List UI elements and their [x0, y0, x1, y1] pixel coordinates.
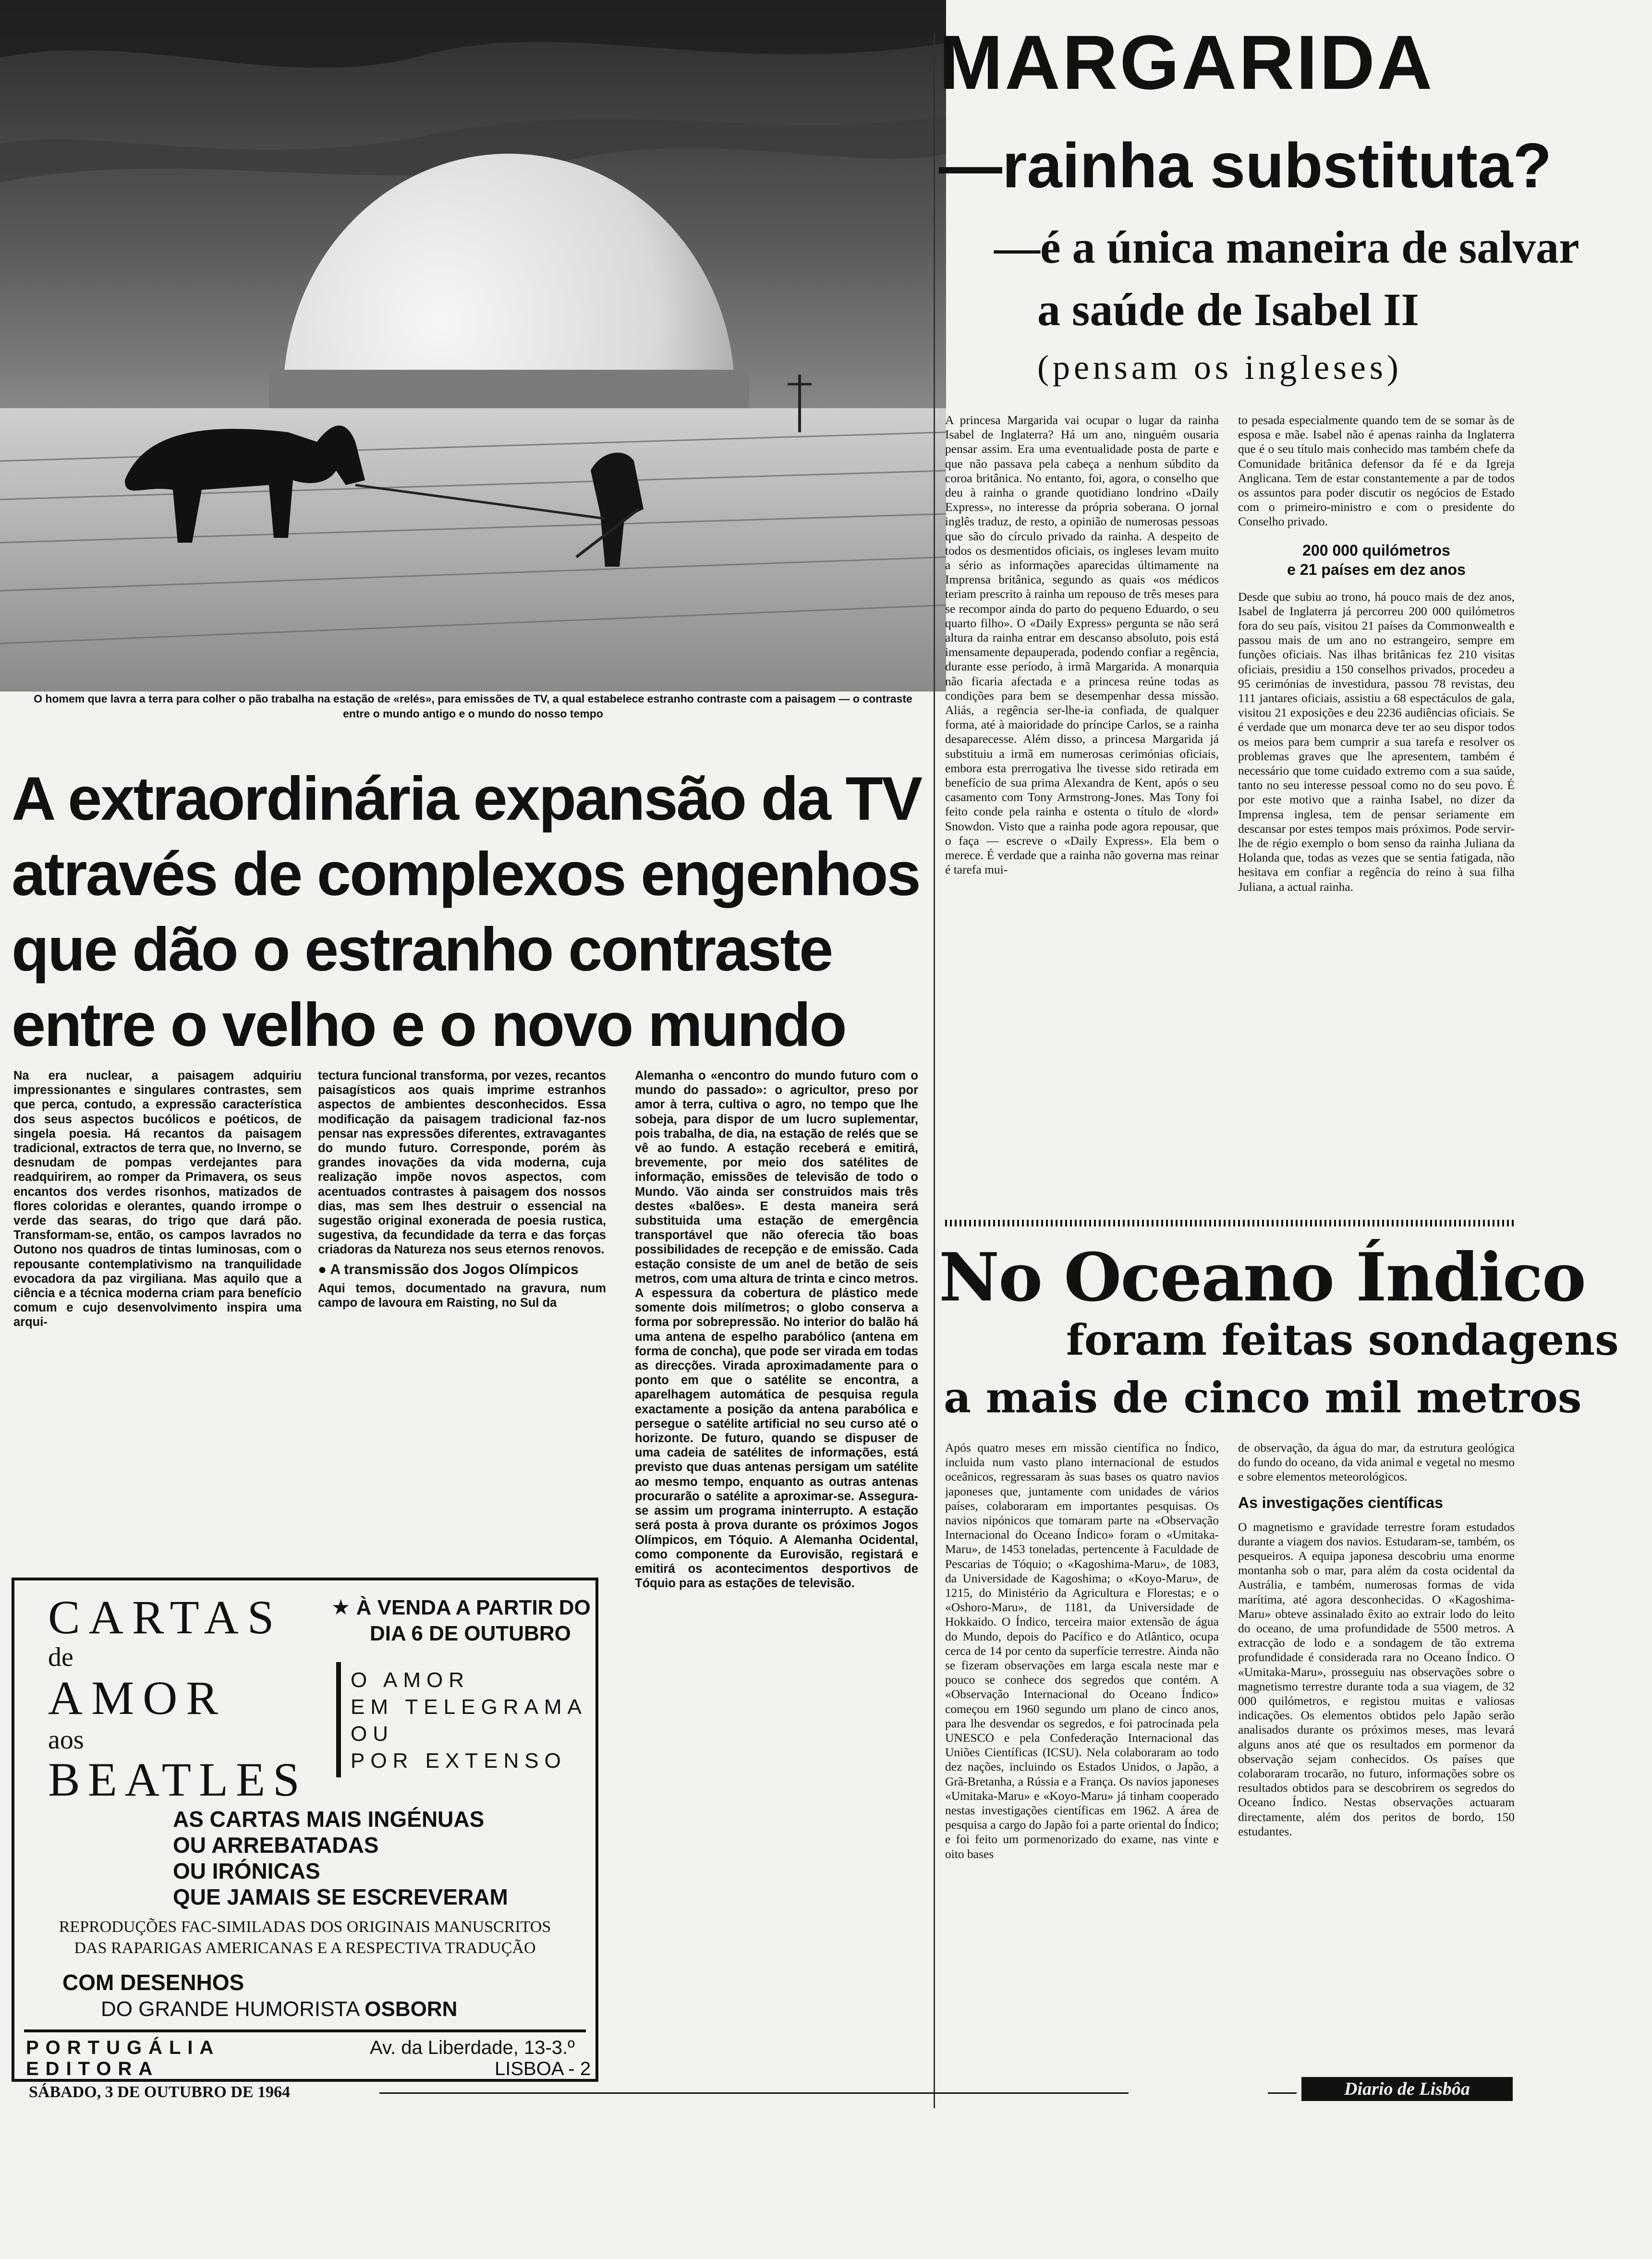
masthead-logo: Diario de Lisbôa	[1301, 2077, 1513, 2101]
ad-list-4: QUE JAMAIS SE ESCREVERAM	[173, 1884, 508, 1909]
section-divider	[945, 1220, 1515, 1227]
ad-amor-line1: O AMOR	[351, 1668, 470, 1692]
ad-desenhos-2a: DO GRANDE HUMORISTA	[101, 1997, 359, 2021]
ad-desenhos-2b: OSBORN	[364, 1997, 458, 2021]
ad-list-1: AS CARTAS MAIS INGÉNUAS	[173, 1807, 485, 1832]
ad-sale-line2: DIA 6 DE OUTUBRO	[370, 1622, 571, 1645]
footer-rule-left	[379, 2092, 1129, 2094]
ad-title-beatles: BEATLES	[48, 1753, 307, 1806]
olympics-subhead: ● A transmissão dos Jogos Olímpicos	[318, 1261, 579, 1277]
ad-vertical-rule	[336, 1662, 341, 1777]
photo-caption: O homem que lavra a terra para colher o pão trabalha na estação de «relés», para emissões de TV, a qual estabelece estranho contraste com a paisagem — o contraste entre o mundo antigo e o mundo do nosso tempo	[34, 692, 912, 720]
oceano-subhead-2: a mais de cinco mil metros	[944, 1372, 1582, 1422]
ad-publisher-1: PORTUGÁLIA	[26, 2037, 220, 2058]
margarida-subhead-2: —é a única maneira de salvar	[994, 221, 1579, 273]
oceano-column-2-text: de observação, da água do mar, da estrutura geológica do fundo do oceano, da vida animal e vegetal no mesmo e sobre elementos meteorológicos.	[1238, 1441, 1515, 1484]
ad-desenhos-2	[101, 1996, 457, 2022]
margarida-headline: MARGARIDA	[939, 19, 1434, 105]
margarida-subhead-line1: 200 000 quilómetros	[1302, 541, 1450, 559]
column-rule	[934, 34, 935, 2108]
beatles-ad	[12, 1578, 598, 2082]
ad-repro-1: REPRODUÇÕES FAC-SIMILADAS DOS ORIGINAIS MANUSCRITOS	[59, 1918, 551, 1936]
ad-amor-line3: OU	[351, 1722, 394, 1746]
margarida-column-2-text: to pesada especialmente quando tem de se somar às de esposa e mãe. Isabel não é apenas rainha da Inglaterra que é o seu título mais conhecido mas também chefe da Comunidade britânica defensor da fé e da Igreja Anglicana. Tem de estar constantemente a par de todos os assuntos para poder discutir os negócios de Estado com o primeiro-ministro e com o presidente do Conselho privado.	[1238, 413, 1515, 529]
photo-illustration	[0, 0, 946, 692]
ad-amor-line2: EM TELEGRAMA	[351, 1695, 587, 1719]
footer-rule-right	[1268, 2092, 1297, 2094]
oceano-column-2	[1238, 1441, 1515, 2079]
margarida-column-2	[1238, 413, 1515, 1215]
ad-title-amor: AMOR	[48, 1671, 227, 1725]
ad-title-aos: aos	[48, 1725, 84, 1755]
ad-bottom-rule	[24, 2029, 586, 2032]
tv-headline: A extraordinária expansão da TV através de complexos engenhos que dão o estranho contraste entre o velho e o novo mundo	[12, 765, 922, 1059]
margarida-column-1: A princesa Margarida vai ocupar o lugar da rainha Isabel de Inglaterra? Há um ano, ninguém ousaria pensar assim. Era uma eventualidade posta de parte e que não passava pela cabeça a nenhum súbdito da coroa britânica. No entanto, foi, agora, o conselho que deu à rainha o grande quotidiano londrino «Daily Express», no interesse da própria soberana. O jornal inglês traduz, de resto, a opinião de numerosas pessoas que são do círculo privado da rainha. A despeito de todos os desmentidos oficiais, os ingleses levam muito a sério as informações aparecidas últimamente na Imprensa britânica, segundo as quais «os médicos teriam prescrito à rainha um repouso de três meses para se recompor ainda do parto do pequeno Eduardo, o seu quarto filho». O «Daily Express» pergunta se não será altura da rainha entrar em descanso absoluto, pois está imensamente depauperada, podendo confiar a regência, durante esse período, à irmã Margarida. A monarquia não ficaria afectada e a princesa reúne todas as condições para bem se desempenhar dessa missão. Aliás, a regência ser-lhe-ia confiada, de qualquer forma, até à maioridade do príncipe Carlos, se a rainha desaparecesse. Além disso, a princesa Margarida já substituiu a irmã em numerosas cerimónias oficiais, embora esta prerrogativa lhe tivesse sido retirada em benefício de sua prima Alexandra de Kent, após o seu casamento com Tony Armstrong-Jones. Mas Tony foi feito conde pela rainha e ostenta o título de «lord» Snowdon. Visto que a rainha pode agora repousar, que o faça — escreve o «Daily Express». Ela bem o merece. É verdade que a rainha não governa mas reinar é tarefa mui-	[945, 413, 1219, 877]
tv-column-2-cont: Aqui temos, documentado na gravura, num campo de lavoura em Raisting, no Sul da	[318, 1281, 606, 1310]
oceano-headline: No Oceano Índico	[939, 1238, 1585, 1316]
margarida-column-2-cont: Desde que subiu ao trono, há pouco mais de dez anos, Isabel de Inglaterra já percorreu 200 000 quilómetros fora do seu país, visitou 21 países da Commonwealth e passou mais de um ano no estrangeiro, sempre em funções oficiais. Nas ilhas britânicas fez 210 visitas oficiais, presidiu a 150 conselhos privados, procedeu a 95 cerimónias de investidura, passou 78 revistas, deu 111 jantares oficiais, assistiu a 68 espectáculos de gala, visitou 21 exposições e deu 2236 audiências oficiais. Se é verdade que um monarca deve ter ao seu dispor todos os meios para bem cumprir a sua tarefa e resolver os problemas graves que lhe apresentem, também é necessário que tome cuidado extremo com a sua saúde, tanto no seu interesse pessoal como no do seu povo. É por este motivo que a rainha Isabel, no dizer da Imprensa inglesa, tem de pensar seriamente em descansar por estes tempos mais próximos. Pode servir-lhe de régio exemplo o bom senso da rainha Juliana da Holanda que, todas as vezes que se sentia fatigada, não hesitava em confiar a regência do reino à sua filha Juliana, a actual rainha.	[1238, 589, 1515, 894]
oceano-column-2-cont: O magnetismo e gravidade terrestre foram estudados durante a viagem dos navios. Estudaram-se, também, os pesqueiros. A equipa japonesa descobriu uma enorme montanha sob o mar, para além da costa ocidental da Austrália, e também, numerosas formas de vida marítima, até agora desconhecidas. O «Kagoshima-Maru» obteve assinalado êxito ao extrair lodo do leito do oceano, de uma profundidade de 5500 metros. A extracção de lodo e a sondagem de tão extrema profundidade é considerada rara no Oceano Índico. O «Umitaka-Maru», prosseguiu nas observações sobre o magnetismo terrestre durante toda a sua viagem, de 32 000 quilómetros, e registou muitas e valiosas indicações. Os elementos obtidos pelo Japão serão analisados durante os próximos meses, mas levará alguns anos até que os resultados em pormenor da observação sejam conhecidos. Os países que colaboraram trocarão, no futuro, informações sobre os resultados obtidos para se descobrirem os segredos do Oceano Índico. Nestas observações actuaram directamente, além dos peritos de bordo, 150 estudantes.	[1238, 1519, 1515, 1838]
tv-column-2	[318, 1069, 606, 1558]
oceano-column-1: Após quatro meses em missão científica no Índico, incluida num vasto plano internacional de estudos oceânicos, regressaram às suas bases os quatro navios japoneses que, juntamente com unidades de vários países, colaboraram em importantes pesquisas. Os navios nipónicos que tomaram parte na «Observação Internacional do Oceano Índico» foram o «Umitaka-Maru», de 1453 toneladas, pertencente à Faculdade de Pescarias de Tóquio; o «Kagoshima-Maru», de 1083, da Universidade de Kagoshima; o «Koyo-Maru», de 1215, do Ministério da Agricultura e Florestas; e o «Oshoro-Maru», de 1181, da Universidade de Hokkaido. O Índico, terceira maior extensão de água do Mundo, depois do Pacífico e do Atlântico, ocupa cerca de 14 por cento da superfície terrestre. Ainda não se fizeram observações em larga escala neste mar e pouco se conhece dos segredos que contém. A «Observação Internacional do Oceano Índico» começou em 1960 segundo um plano de cinco anos, para lhe desvendar os segredos, e foi patrocinada pela UNESCO e pela Confederação Internacional das Uniões Científicas (ICSU). Nela colaboraram ao todo dez nações, incluindo os Estados Unidos, o Japão, a Grã-Bretanha, a Rússia e a França. Os navios japoneses «Umitaka-Maru» e «Koyo-Maru» já tinham cooperado nestas investigações científicas em 1962. A área de pesquisa a cargo do Japão foi a parte oriental do Índico; e foi feito um pormenorizado do exame, nas vinte e oito bases	[945, 1441, 1219, 1861]
margarida-subhead-line2: e 21 países em dez anos	[1287, 560, 1466, 578]
ad-desenhos-1: COM DESENHOS	[62, 1970, 244, 1995]
margarida-subhead-4: (pensam os ingleses)	[1037, 348, 1402, 387]
ad-repro-2: DAS RAPARIGAS AMERICANAS E A RESPECTIVA TRADUÇÃO	[74, 1939, 536, 1957]
tv-column-3: Alemanha o «encontro do mundo futuro com o mundo do passado»: o agricultor, preso por amor à terra, cultiva o agro, no tempo que lhe sobeja, para dispor de um lucro suplementar, pois trabalha, de dia, na estação de relés que se vê ao fundo. A estação receberá e emitirá, brevemente, por meio dos satélites de informação, emissões de televisão de todo o Mundo. Vão ainda ser construidos mais três destes «balões». E desta maneira será substituida uma estação de emergência transportável que não oferecia tão boas possibilidades de recepção e de emissão. Cada estação consiste de um anel de betão de seis metros, com uma altura de trinta e cinco metros. A espessura da cobertura de plástico mede somente dois milímetros; o globo conserva a forma por sobrepressão. No interior do balão há uma antena de espelho parabólico (antena em forma de concha), que pode ser virada em todas as direcções. Virada aproximadamente para o ponto em que o satélite se encontra, a aparelhagem automática de pesquisa regula exactamente a posição da antena parabólica e persegue o satélite artificial no seu curso até o horizonte. De futuro, quando se dispuser de uma cadeia de satélites de informações, está previsto que duas antenas persigam um satélite ao mesmo tempo, enquanto as outras antenas procurarão o satélite a aproximar-se. Assegura-se assim um programa ininterrupto. A estação será posta à prova durante os próximos Jogos Olímpicos, em Tóquio. A Alemanha Ocidental, como componente da Eurovisão, registará e emitirá os acontecimentos desportivos de Tóquio para as estações de televisão.	[635, 1069, 918, 1591]
photo-radome	[0, 0, 946, 692]
ad-list-2: OU ARREBATADAS	[173, 1833, 379, 1858]
oceano-subhead-investigacoes: As investigações científicas	[1238, 1494, 1443, 1511]
tv-column-2-text: tectura funcional transforma, por vezes, recantos paisagísticos aos quais imprime estranhos aspectos de ambientes desconhecidos. Essa modificação da paisagem tradicional faz-nos pensar nas expressões diferentes, extravagantes do mundo futuro. Corresponde, porém às grandes inovações da vida moderna, cuja realização impõe novos aspectos, com acentuados contrastes à paisagem dos nossos dias, mas sem lhes destruir o essencial na sugestão original exonerada de poesia rustica, sugestiva, da fecundidade da terra e das forças criadoras da Natureza nos seus eternos renovos.	[318, 1069, 606, 1257]
ad-list-3: OU IRÓNICAS	[173, 1858, 320, 1883]
margarida-subhead-3: a saúde de Isabel II	[1037, 284, 1419, 335]
margarida-subhead-1: —rainha substituta?	[939, 130, 1552, 201]
ad-address-2: LISBOA - 2	[495, 2058, 591, 2079]
ad-title-cartas: CARTAS	[48, 1591, 283, 1644]
margarida-subhead-200000	[1238, 541, 1515, 579]
footer-date: SÁBADO, 3 DE OUTUBRO DE 1964	[29, 2083, 291, 2101]
ad-address-1: Av. da Liberdade, 13-3.º	[370, 2037, 575, 2058]
ad-title-de: de	[48, 1642, 73, 1672]
ad-sale-line1: ★ À VENDA A PARTIR DO	[331, 1596, 591, 1619]
oceano-subhead-1: foram feitas sondagens	[1066, 1315, 1619, 1365]
ad-publisher-2: EDITORA	[26, 2058, 159, 2079]
tv-column-1: Na era nuclear, a paisagem adquiriu impressionantes e singulares contrastes, sem que perca, contudo, a expressão característica dos seus aspectos bucólicos e poéticos, de singela poesia. Há recantos da paisagem tradicional, extractos de terra que, no Inverno, se desnudam de pompas verdejantes para readquirirem, ao romper da Primavera, os seus encantos dos verdes risonhos, matizados de flores coloridas e olerantes, quando irrompe o verde das searas, do trigo que dará pão. Transformam-se, então, os campos lavrados no Outono nos quadros de tintas luminosas, com o repousante contemplativismo na tranquilidade evocadora da paz virgiliana. Mas aquilo que a ciência e a técnica moderna criam para benefício comum e cujo desenvolvimento inspira uma arqui-	[13, 1069, 302, 1329]
ad-amor-line4: POR EXTENSO	[351, 1749, 567, 1773]
